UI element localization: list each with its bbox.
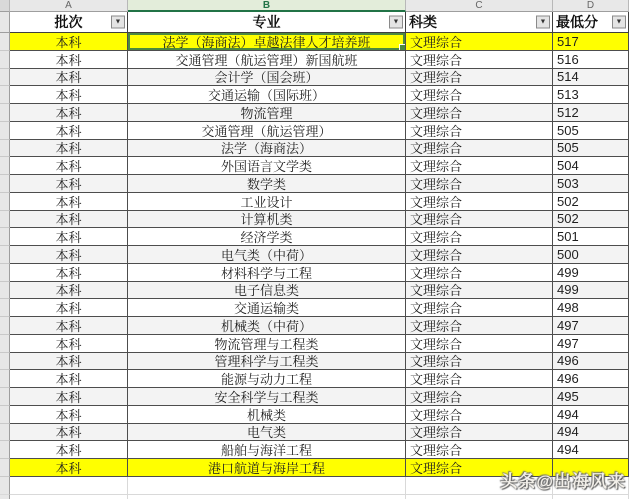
row-header-strip bbox=[0, 86, 10, 104]
cell-category[interactable]: 文理综合 bbox=[406, 175, 553, 193]
table-row bbox=[0, 370, 629, 388]
cell-batch[interactable]: 本科 bbox=[10, 335, 128, 353]
cell-major[interactable]: 经济学类 bbox=[128, 228, 406, 246]
cell-category[interactable]: 文理综合 bbox=[406, 51, 553, 69]
empty-row bbox=[0, 495, 629, 499]
cell-score[interactable]: 498 bbox=[553, 299, 629, 317]
cell-major[interactable]: 机械类 bbox=[128, 406, 406, 424]
cell-batch[interactable]: 本科 bbox=[10, 86, 128, 104]
header-label: 科类 bbox=[409, 14, 437, 30]
table-row bbox=[0, 122, 629, 140]
cell-category[interactable]: 文理综合 bbox=[406, 424, 553, 442]
table-row bbox=[0, 317, 629, 335]
select-all-corner[interactable] bbox=[0, 0, 10, 12]
toutiao-watermark: 头条@出海风来 bbox=[500, 472, 626, 491]
header-cell-category[interactable] bbox=[406, 12, 553, 33]
empty-row bbox=[0, 477, 629, 495]
cell-score[interactable]: 512 bbox=[553, 104, 629, 122]
cell-major[interactable]: 外国语言文学类 bbox=[128, 157, 406, 175]
column-letters-row bbox=[0, 0, 629, 12]
cell-category[interactable]: 文理综合 bbox=[406, 86, 553, 104]
cell-score[interactable]: 516 bbox=[553, 51, 629, 69]
table-row bbox=[0, 246, 629, 264]
cell-category[interactable]: 文理综合 bbox=[406, 33, 553, 51]
cell-category[interactable]: 文理综合 bbox=[406, 459, 553, 477]
cell-score[interactable]: 503 bbox=[553, 175, 629, 193]
column-header-d[interactable] bbox=[553, 0, 629, 12]
cell-batch[interactable]: 本科 bbox=[10, 406, 128, 424]
cell-batch[interactable]: 本科 bbox=[10, 388, 128, 406]
cell-score[interactable]: 497 bbox=[553, 335, 629, 353]
cell-batch[interactable]: 本科 bbox=[10, 424, 128, 442]
header-cell-major[interactable] bbox=[128, 12, 406, 33]
cell-major[interactable]: 船舶与海洋工程 bbox=[128, 441, 406, 459]
filter-dropdown-icon[interactable]: ▼ bbox=[612, 16, 626, 29]
cell-major[interactable]: 法学（海商法） bbox=[128, 140, 406, 158]
row-header-strip bbox=[0, 157, 10, 175]
cell-score[interactable]: 501 bbox=[553, 228, 629, 246]
cell-category[interactable]: 文理综合 bbox=[406, 157, 553, 175]
cell-batch[interactable]: 本科 bbox=[10, 282, 128, 300]
row-header-strip bbox=[0, 104, 10, 122]
cell-batch[interactable]: 本科 bbox=[10, 193, 128, 211]
cell-score[interactable]: 499 bbox=[553, 282, 629, 300]
cell-category[interactable]: 文理综合 bbox=[406, 370, 553, 388]
table-row bbox=[0, 441, 629, 459]
row-header-strip bbox=[0, 459, 10, 477]
cell-batch[interactable]: 本科 bbox=[10, 104, 128, 122]
cell-major[interactable]: 会计学（国会班） bbox=[128, 69, 406, 87]
cell-score[interactable]: 504 bbox=[553, 157, 629, 175]
cell-score[interactable]: 499 bbox=[553, 264, 629, 282]
table-row bbox=[0, 424, 629, 442]
cell-major[interactable]: 物流管理与工程类 bbox=[128, 335, 406, 353]
cell-batch[interactable]: 本科 bbox=[10, 211, 128, 229]
cell-batch[interactable]: 本科 bbox=[10, 246, 128, 264]
header-cell-batch[interactable] bbox=[10, 12, 128, 33]
table-row bbox=[0, 175, 629, 193]
cell-score[interactable]: 513 bbox=[553, 86, 629, 104]
cell-score[interactable]: 497 bbox=[553, 317, 629, 335]
cell-category[interactable]: 文理综合 bbox=[406, 228, 553, 246]
cell-major[interactable]: 电气类（中荷） bbox=[128, 246, 406, 264]
table-row bbox=[0, 228, 629, 246]
table-row bbox=[0, 282, 629, 300]
row-header-strip bbox=[0, 12, 10, 33]
cell-batch[interactable]: 本科 bbox=[10, 175, 128, 193]
cell-category[interactable]: 文理综合 bbox=[406, 441, 553, 459]
cell-major[interactable]: 交通管理（航运管理）新国航班 bbox=[128, 51, 406, 69]
cell-score[interactable]: 494 bbox=[553, 406, 629, 424]
column-header-b-selected[interactable] bbox=[128, 0, 406, 12]
filter-dropdown-icon[interactable]: ▼ bbox=[111, 16, 125, 29]
table-row bbox=[0, 157, 629, 175]
table-row bbox=[0, 193, 629, 211]
cell-category[interactable]: 文理综合 bbox=[406, 353, 553, 371]
header-cell-min-score[interactable] bbox=[553, 12, 629, 33]
cell-batch[interactable]: 本科 bbox=[10, 353, 128, 371]
cell-batch[interactable]: 本科 bbox=[10, 228, 128, 246]
cell-major[interactable]: 计算机类 bbox=[128, 211, 406, 229]
empty-cell[interactable] bbox=[553, 477, 629, 495]
row-header-strip bbox=[0, 264, 10, 282]
table-row bbox=[0, 299, 629, 317]
cell-major[interactable]: 能源与动力工程 bbox=[128, 370, 406, 388]
table-row bbox=[0, 335, 629, 353]
cell-major[interactable]: 法学（海商法）卓越法律人才培养班 bbox=[128, 33, 406, 51]
row-header-strip bbox=[0, 193, 10, 211]
column-header-c[interactable] bbox=[406, 0, 553, 12]
cell-major[interactable]: 数学类 bbox=[128, 175, 406, 193]
row-header-strip bbox=[0, 282, 10, 300]
table-row bbox=[0, 388, 629, 406]
cell-score[interactable]: 502 bbox=[553, 211, 629, 229]
filter-dropdown-icon[interactable]: ▼ bbox=[389, 16, 403, 29]
data-rows bbox=[0, 33, 629, 477]
cell-score[interactable]: 494 bbox=[553, 424, 629, 442]
cell-category[interactable]: 文理综合 bbox=[406, 264, 553, 282]
cell-score[interactable]: 500 bbox=[553, 246, 629, 264]
empty-cell[interactable] bbox=[553, 495, 629, 499]
cell-major[interactable]: 港口航道与海岸工程 bbox=[128, 459, 406, 477]
cell-batch[interactable]: 本科 bbox=[10, 299, 128, 317]
cell-batch[interactable]: 本科 bbox=[10, 33, 128, 51]
cell-category[interactable]: 文理综合 bbox=[406, 299, 553, 317]
table-row bbox=[0, 104, 629, 122]
cell-score[interactable]: 502 bbox=[553, 193, 629, 211]
row-header-strip bbox=[0, 424, 10, 442]
filter-dropdown-icon[interactable]: ▼ bbox=[536, 16, 550, 29]
column-letter: D bbox=[586, 0, 595, 11]
cell-category[interactable]: 文理综合 bbox=[406, 211, 553, 229]
cell-batch[interactable]: 本科 bbox=[10, 157, 128, 175]
cell-score[interactable]: 505 bbox=[553, 140, 629, 158]
cell-batch[interactable]: 本科 bbox=[10, 122, 128, 140]
row-header-strip bbox=[0, 33, 10, 51]
cell-batch[interactable]: 本科 bbox=[10, 441, 128, 459]
cell-score[interactable]: 517 bbox=[553, 33, 629, 51]
table-header-row bbox=[0, 12, 629, 33]
cell-category[interactable]: 文理综合 bbox=[406, 388, 553, 406]
row-header-strip bbox=[0, 175, 10, 193]
cell-score[interactable]: 505 bbox=[553, 122, 629, 140]
column-letter: A bbox=[65, 0, 72, 11]
header-label: 最低分 bbox=[556, 14, 598, 30]
table-row bbox=[0, 406, 629, 424]
cell-category[interactable]: 文理综合 bbox=[406, 193, 553, 211]
cell-score[interactable]: 495 bbox=[553, 388, 629, 406]
row-header-strip bbox=[0, 51, 10, 69]
cell-category[interactable]: 文理综合 bbox=[406, 246, 553, 264]
row-header-strip bbox=[0, 299, 10, 317]
cell-category[interactable]: 文理综合 bbox=[406, 335, 553, 353]
cell-major[interactable]: 电子信息类 bbox=[128, 282, 406, 300]
empty-cell[interactable] bbox=[406, 495, 553, 499]
cell-major[interactable]: 安全科学与工程类 bbox=[128, 388, 406, 406]
cell-major[interactable]: 材料科学与工程 bbox=[128, 264, 406, 282]
cell-batch[interactable]: 本科 bbox=[10, 69, 128, 87]
table-row bbox=[0, 33, 629, 51]
row-header-strip bbox=[0, 335, 10, 353]
table-row bbox=[0, 459, 629, 477]
cell-category[interactable]: 文理综合 bbox=[406, 282, 553, 300]
cell-batch[interactable]: 本科 bbox=[10, 264, 128, 282]
table-row bbox=[0, 353, 629, 371]
cell-score[interactable]: 496 bbox=[553, 370, 629, 388]
row-header-strip bbox=[0, 441, 10, 459]
table-row bbox=[0, 140, 629, 158]
row-header-strip bbox=[0, 370, 10, 388]
cell-category[interactable]: 文理综合 bbox=[406, 406, 553, 424]
row-header-strip bbox=[0, 69, 10, 87]
row-header-strip bbox=[0, 353, 10, 371]
row-header-strip bbox=[0, 140, 10, 158]
cell-batch[interactable]: 本科 bbox=[10, 51, 128, 69]
header-label: 批次 bbox=[54, 14, 83, 30]
cell-category[interactable]: 文理综合 bbox=[406, 140, 553, 158]
header-label: 专业 bbox=[252, 14, 281, 30]
column-letter: C bbox=[475, 0, 483, 11]
column-letter: B bbox=[262, 0, 271, 11]
row-header-strip bbox=[0, 388, 10, 406]
cell-batch[interactable]: 本科 bbox=[10, 317, 128, 335]
empty-cell[interactable] bbox=[10, 495, 128, 499]
fill-handle[interactable] bbox=[399, 44, 406, 51]
row-header-strip bbox=[0, 228, 10, 246]
empty-cell[interactable] bbox=[128, 495, 406, 499]
cell-major[interactable]: 管理科学与工程类 bbox=[128, 353, 406, 371]
column-header-a[interactable] bbox=[10, 0, 128, 12]
cell-category[interactable]: 文理综合 bbox=[406, 122, 553, 140]
cell-major[interactable]: 交通管理（航运管理） bbox=[128, 122, 406, 140]
cell-batch[interactable]: 本科 bbox=[10, 370, 128, 388]
row-header-strip bbox=[0, 211, 10, 229]
empty-cell[interactable] bbox=[406, 477, 553, 495]
table-row bbox=[0, 69, 629, 87]
cell-score[interactable]: 496 bbox=[553, 353, 629, 371]
cell-score[interactable]: 514 bbox=[553, 69, 629, 87]
table-row bbox=[0, 211, 629, 229]
empty-cell[interactable] bbox=[128, 477, 406, 495]
table-row bbox=[0, 264, 629, 282]
row-header-strip bbox=[0, 406, 10, 424]
row-header-strip bbox=[0, 246, 10, 264]
cell-major[interactable]: 机械类（中荷） bbox=[128, 317, 406, 335]
row-header-strip bbox=[0, 122, 10, 140]
table-row bbox=[0, 86, 629, 104]
cell-major[interactable]: 交通运输（国际班） bbox=[128, 86, 406, 104]
cell-category[interactable]: 文理综合 bbox=[406, 69, 553, 87]
row-header-strip bbox=[0, 317, 10, 335]
table-row bbox=[0, 51, 629, 69]
cell-batch[interactable]: 本科 bbox=[10, 459, 128, 477]
cell-major[interactable]: 电气类 bbox=[128, 424, 406, 442]
cell-score[interactable]: 494 bbox=[553, 441, 629, 459]
cell-major[interactable]: 工业设计 bbox=[128, 193, 406, 211]
cell-major[interactable]: 物流管理 bbox=[128, 104, 406, 122]
cell-category[interactable]: 文理综合 bbox=[406, 104, 553, 122]
empty-cell[interactable] bbox=[10, 477, 128, 495]
cell-score[interactable] bbox=[553, 459, 629, 477]
cell-category[interactable]: 文理综合 bbox=[406, 317, 553, 335]
cell-batch[interactable]: 本科 bbox=[10, 140, 128, 158]
cell-major[interactable]: 交通运输类 bbox=[128, 299, 406, 317]
